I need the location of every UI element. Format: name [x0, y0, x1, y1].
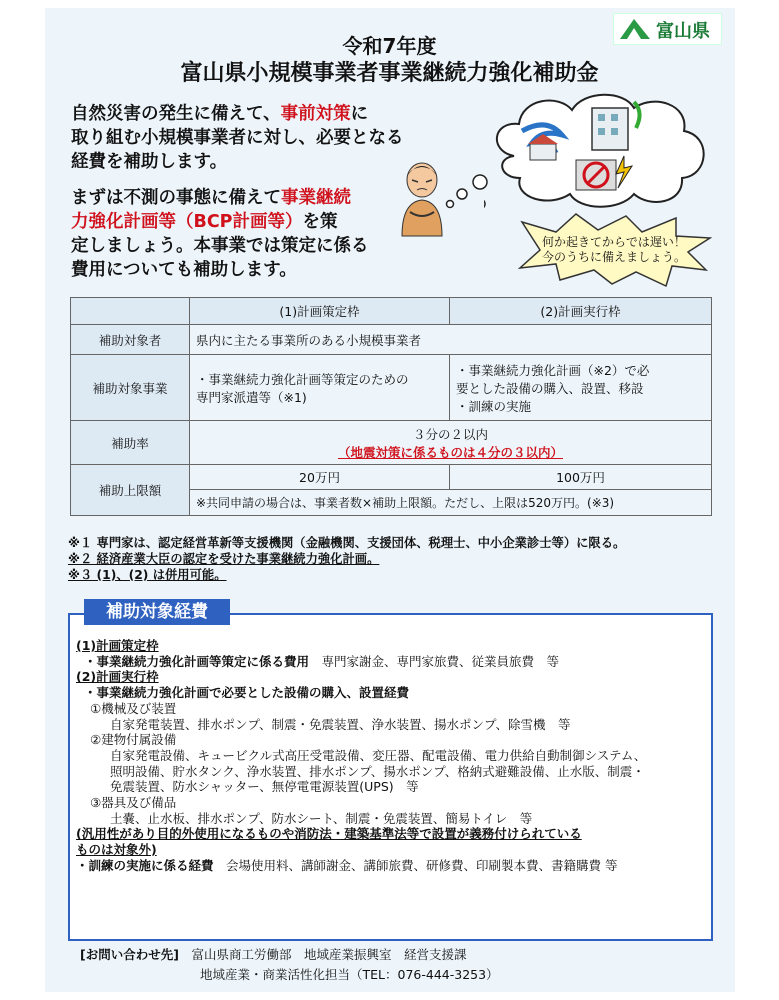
expenses-title: 補助対象経費 [84, 599, 230, 625]
section-2-item: ・事業継続力強化計画で必要とした設備の購入、設置経費 [84, 685, 410, 701]
category-3-title: ③器具及び備品 [90, 795, 177, 811]
business-col2: ・事業継続力強化計画（※2）で必 要とした設備の購入、設置、移設 ・訓練の実施 [450, 355, 712, 421]
expenses-list [76, 638, 646, 874]
footnote-2: ※２ 経済産業大臣の認定を受けた事業継続力強化計画。 [68, 552, 380, 566]
intro-paragraph-1: 自然災害の発生に備えて、事前対策に 取り組む小規模事業者に対し、必要となる 経費を補助します。 [71, 104, 404, 172]
category-2-line3: 免震装置、防水シャッター、無停電電源装置(UPS) 等 [110, 779, 419, 795]
table-header-col2: (2)計画実行枠 [450, 298, 712, 325]
contact-line1: 富山県商工労働部 地域産業振興室 経営支援課 [191, 947, 467, 962]
rate-value: ３分の２以内 （地震対策に係るものは４分の３以内） [190, 421, 712, 465]
category-3-items: 土嚢、止水板、排水ポンプ、防水シート、制震・免震装置、簡易トイレ 等 [110, 810, 533, 826]
section-1-item: ・事業継続力強化計画等策定に係る費用 専門家謝金、専門家旅費、従業員旅費 等 [84, 653, 560, 669]
thought-dots [440, 168, 500, 228]
row-label-rate: 補助率 [71, 421, 190, 465]
contact-label: [お問い合わせ先] [80, 947, 179, 962]
exclusion-line2: ものは対象外) [76, 842, 157, 858]
row-label-business: 補助対象事業 [71, 355, 190, 421]
intro-paragraph-2: まずは不測の事態に備えて事業継続 力強化計画等（BCP計画等）を策 定しましょう。本事業では策定に係る 費用についても補助します。 [71, 188, 369, 280]
table-header-col1: (1)計画策定枠 [190, 298, 450, 325]
table-header-empty [71, 298, 190, 325]
category-1-title: ①機械及び装置 [90, 700, 177, 716]
section-2-heading: (2)計画実行枠 [76, 669, 159, 685]
limit-note: ※共同申請の場合は、事業者数×補助上限額。ただし、上限は520万円。(※3) [190, 490, 712, 516]
limit-col2: 100万円 [450, 465, 712, 490]
business-col1: ・事業継続力強化計画等策定のための 専門家派遣等（※1) [190, 355, 450, 421]
row-label-limit: 補助上限額 [71, 465, 190, 516]
exclusion-line1: (汎用性があり目的外使用になるものや消防法・建築基準法等で設置が義務付けられている [76, 826, 582, 842]
speech-burst-text: 何か起きてからでは遅い！ 今のうちに備えましょう。 [541, 235, 686, 264]
footnote-1: ※１ 専門家は、認定経営革新等支援機関（金融機関、支援団体、税理士、中小企業診士等）に限る。 [68, 536, 626, 550]
logo-text: 富山県 [656, 21, 710, 42]
page-title: 富山県小規模事業者事業継続力強化補助金 [180, 61, 599, 86]
category-2-line2: 照明設備、貯水タンク、浄水装置、排水ポンプ、揚水ポンプ、格納式避難設備、止水版、制震・ [110, 763, 645, 779]
contact-line2: 地域産業・商業活性化担当（TEL：076-444-3253） [200, 967, 499, 982]
limit-col1: 20万円 [190, 465, 450, 490]
rate-note: （地震対策に係るものは４分の３以内） [337, 444, 563, 460]
title-year: 令和7年度 [342, 34, 437, 58]
contact-info [80, 945, 499, 985]
footnote-3: ※３ (1)、(2) は併用可能。 [68, 568, 227, 582]
training-item: ・訓練の実施に係る経費 会場使用料、講師謝金、講師旅費、研修費、印刷製本費、書籍購費 等 [76, 857, 618, 873]
row-label-target: 補助対象者 [71, 325, 190, 355]
subsidy-table [70, 297, 712, 516]
category-1-items: 自家発電装置、排水ポンプ、制震・免震装置、浄水装置、揚水ポンプ、除雪機 等 [110, 716, 571, 732]
category-2-title: ②建物付属設備 [90, 732, 177, 748]
footnotes [68, 535, 625, 583]
thought-cloud-illustration [484, 86, 714, 216]
worried-person-icon [398, 160, 446, 238]
section-1-heading: (1)計画策定枠 [76, 638, 159, 653]
target-value: 県内に主たる事業所のある小規模事業者 [190, 325, 712, 355]
category-2-line1: 自家発電設備、キュービクル式高圧受電設備、変圧器、配電設備、電力供給自動制御システム、 [110, 747, 647, 763]
